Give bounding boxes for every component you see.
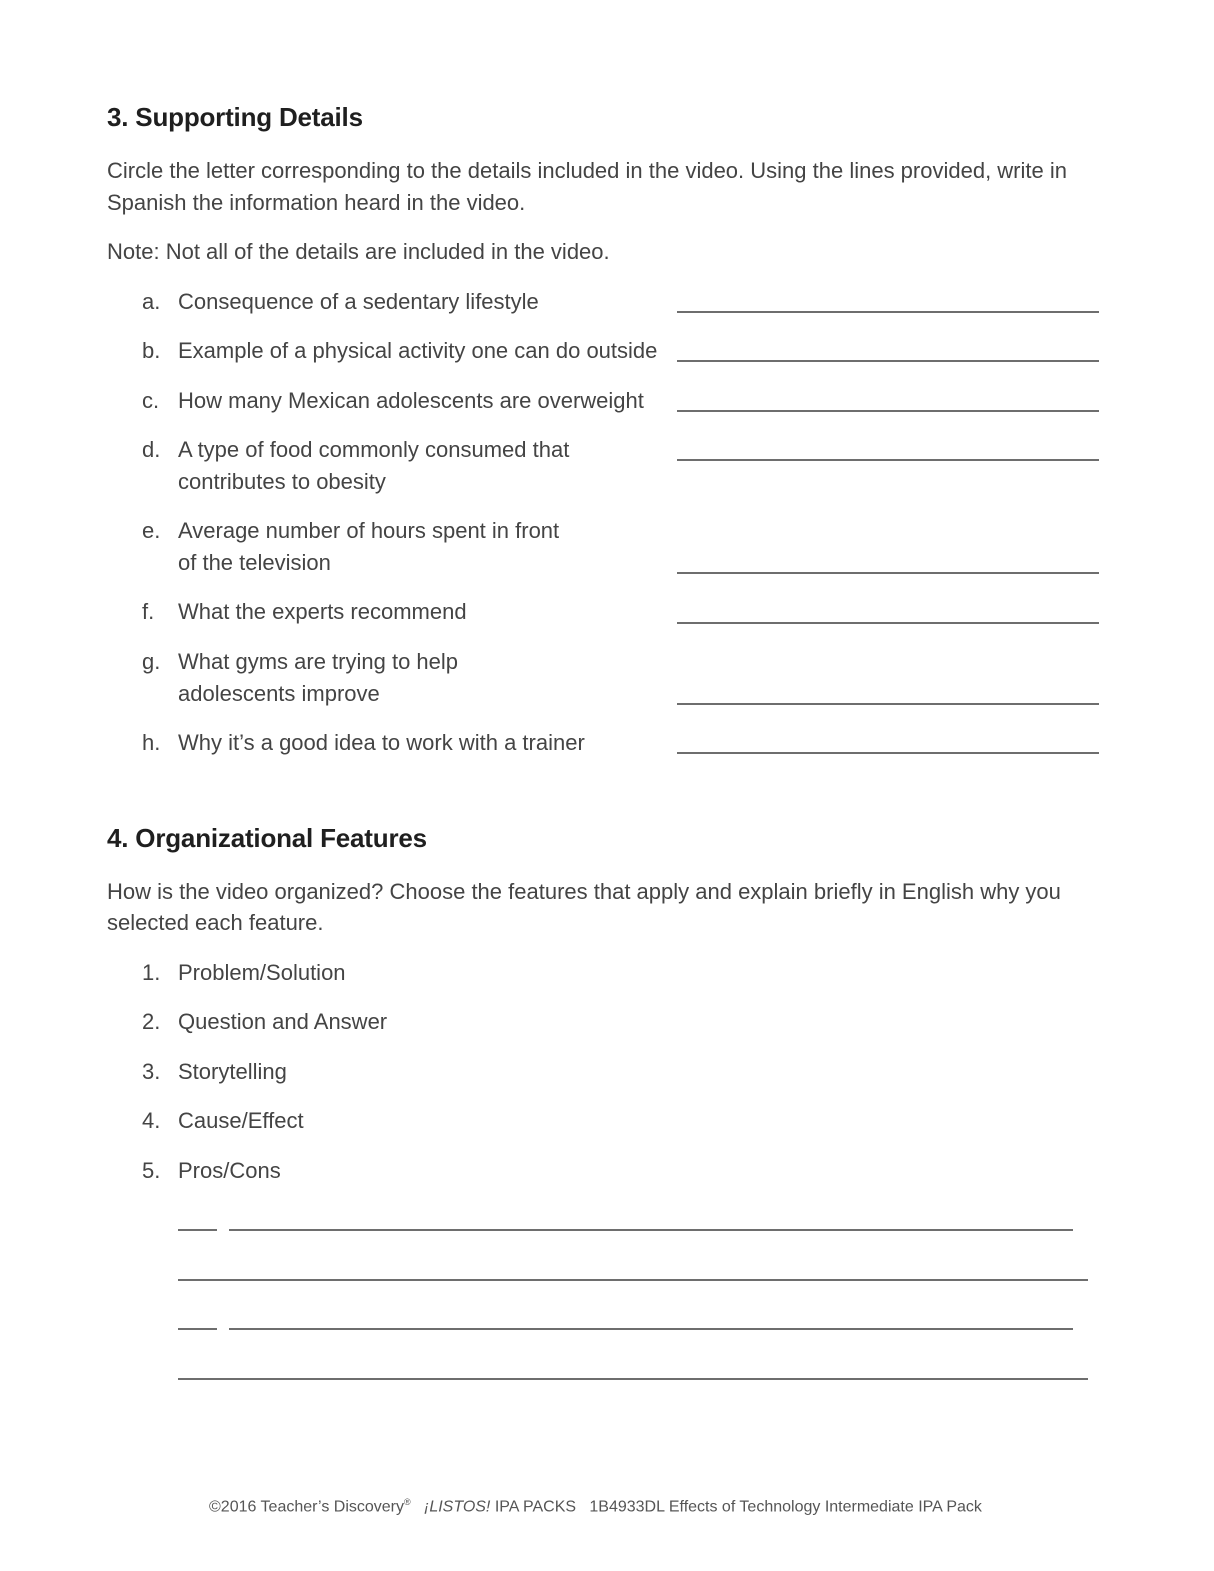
section-4-instructions-line-1: How is the video organized? Choose the features that apply and explain briefly in English why you bbox=[107, 879, 1061, 904]
detail-letter[interactable]: a. bbox=[142, 289, 161, 314]
answer-line-c[interactable] bbox=[677, 410, 1099, 412]
feature-label: Problem/Solution bbox=[178, 960, 346, 985]
detail-label: Average number of hours spent in front bbox=[178, 518, 560, 543]
detail-label: Consequence of a sedentary lifestyle bbox=[178, 289, 539, 314]
detail-label: Example of a physical activity one can do outside bbox=[178, 338, 658, 363]
answer-line-a[interactable] bbox=[677, 311, 1099, 313]
detail-label-continued: of the television bbox=[178, 550, 331, 575]
section-3-note: Note: Not all of the details are included in the video. bbox=[107, 239, 610, 264]
feature-number-blank-1[interactable] bbox=[178, 1229, 217, 1231]
feature-label: Storytelling bbox=[178, 1059, 287, 1084]
feature-explanation-line-1[interactable] bbox=[229, 1229, 1073, 1231]
feature-number: 5. bbox=[142, 1158, 161, 1183]
section-3-instructions-line-1: Circle the letter corresponding to the details included in the video. Using the lines provided, write in bbox=[107, 158, 1067, 183]
answer-line-b[interactable] bbox=[677, 360, 1099, 362]
detail-label: What the experts recommend bbox=[178, 599, 467, 624]
detail-label: A type of food commonly consumed that bbox=[178, 437, 570, 462]
detail-label: Why it’s a good idea to work with a trainer bbox=[178, 730, 585, 755]
feature-explanation-line-2[interactable] bbox=[229, 1328, 1073, 1330]
page-footer bbox=[209, 1497, 982, 1516]
detail-letter[interactable]: f. bbox=[142, 599, 155, 624]
feature-number: 1. bbox=[142, 960, 161, 985]
section-3-instructions-line-2: Spanish the information heard in the video. bbox=[107, 190, 526, 215]
detail-letter[interactable]: h. bbox=[142, 730, 161, 755]
answer-line-d[interactable] bbox=[677, 459, 1099, 461]
feature-number: 3. bbox=[142, 1059, 161, 1084]
feature-explanation-line-2-continued[interactable] bbox=[178, 1378, 1088, 1380]
answer-line-h[interactable] bbox=[677, 752, 1099, 754]
feature-label: Cause/Effect bbox=[178, 1108, 304, 1133]
feature-number-blank-2[interactable] bbox=[178, 1328, 217, 1330]
feature-number: 2. bbox=[142, 1009, 161, 1034]
detail-label: What gyms are trying to help bbox=[178, 649, 459, 674]
detail-label: How many Mexican adolescents are overweight bbox=[178, 388, 644, 413]
feature-label: Pros/Cons bbox=[178, 1158, 281, 1183]
feature-explanation-line-1-continued[interactable] bbox=[178, 1279, 1088, 1281]
detail-label-continued: adolescents improve bbox=[178, 681, 380, 706]
detail-letter[interactable]: d. bbox=[142, 437, 161, 462]
feature-number: 4. bbox=[142, 1108, 161, 1133]
footer-series: IPA PACKS bbox=[494, 1498, 577, 1516]
section-3-heading: 3. Supporting Details bbox=[107, 102, 363, 132]
registered-mark: ® bbox=[404, 1497, 411, 1507]
feature-label: Question and Answer bbox=[178, 1009, 388, 1034]
detail-label-continued: contributes to obesity bbox=[178, 469, 386, 494]
answer-line-e[interactable] bbox=[677, 572, 1099, 574]
detail-letter[interactable]: e. bbox=[142, 518, 161, 543]
detail-letter[interactable]: g. bbox=[142, 649, 161, 674]
section-4-heading: 4. Organizational Features bbox=[107, 823, 427, 853]
answer-line-f[interactable] bbox=[677, 622, 1099, 624]
footer-copyright: ©2016 Teacher’s Discovery bbox=[209, 1498, 404, 1516]
footer-product: 1B4933DL Effects of Technology Intermediate IPA Pack bbox=[589, 1498, 982, 1516]
answer-line-g[interactable] bbox=[677, 703, 1099, 705]
detail-letter[interactable]: c. bbox=[142, 388, 160, 413]
footer-brand: ¡LISTOS! bbox=[423, 1498, 491, 1516]
section-4-instructions-line-2: selected each feature. bbox=[107, 910, 324, 935]
detail-letter[interactable]: b. bbox=[142, 338, 161, 363]
